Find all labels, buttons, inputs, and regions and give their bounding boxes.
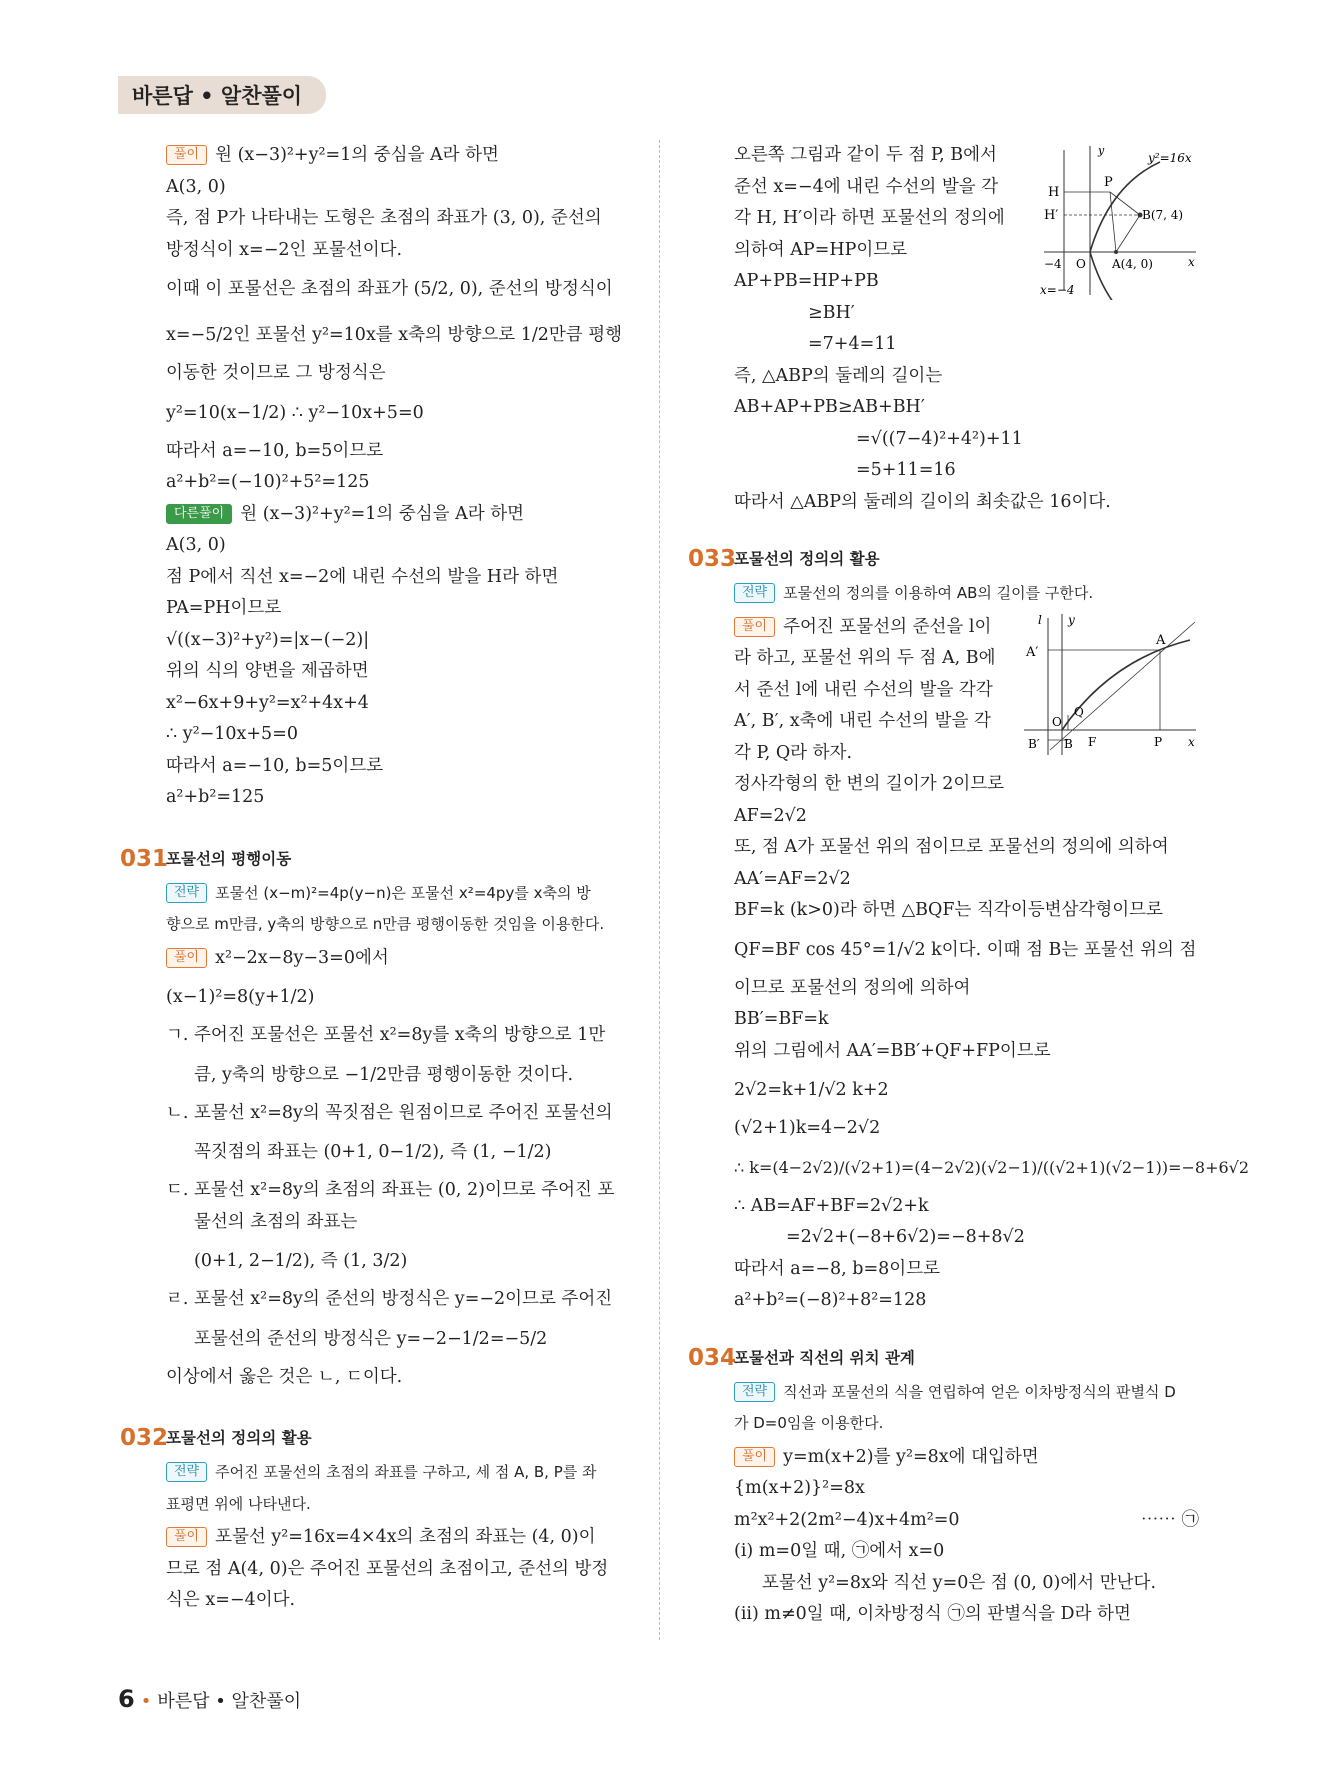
- text-line: 라 하고, 포물선 위의 두 점 A, B에: [734, 648, 996, 668]
- text-line: a²+b²=(−8)²+8²=128: [734, 1290, 927, 1310]
- section-title: 포물선의 정의의 활용: [734, 550, 880, 569]
- strategy-line: 표평면 위에 나타낸다.: [166, 1494, 311, 1513]
- text-line: (0+1, 2−1/2), 즉 (1, 3/2): [194, 1251, 408, 1271]
- text-line: (x−1)²=8(y+1/2): [166, 987, 315, 1007]
- text-line: 서 준선 l에 내린 수선의 발을 각각: [734, 679, 993, 700]
- text-line: [734, 1442, 1199, 1474]
- header-title: 바른답 • 알찬풀이: [132, 84, 303, 108]
- text-line: AP+PB=HP+PB: [734, 271, 879, 291]
- label-x: x: [1188, 735, 1195, 749]
- text-line: 이상에서 옳은 것은 ㄴ, ㄷ이다.: [166, 1366, 403, 1387]
- text-line: 므로 점 A(4, 0)은 주어진 포물선의 초점이고, 준선의 방정: [166, 1558, 609, 1579]
- text-line: (i) m=0일 때, ㉠에서 x=0: [734, 1541, 945, 1561]
- section-number: 032: [120, 1425, 169, 1452]
- text: 직선과 포물선의 식을 연립하여 얻은 이차방정식의 판별식 D: [783, 1382, 1176, 1401]
- text-line: 따라서 △ABP의 둘레의 길이의 최솟값은 16이다.: [734, 491, 1111, 512]
- text-line: 식은 x=−4이다.: [166, 1590, 296, 1610]
- label-A: A(4, 0): [1112, 257, 1153, 271]
- text-line: 물선의 초점의 좌표는: [194, 1211, 358, 1232]
- strategy-badge: 전략: [166, 1462, 207, 1482]
- equation-marker: ⋯⋯ ㉠: [1140, 1509, 1199, 1530]
- label-A-prime: A′: [1026, 645, 1039, 660]
- text-line: 오른쪽 그림과 같이 두 점 P, B에서: [734, 145, 997, 165]
- text-line: ∴ AB=AF+BF=2√2+k: [734, 1195, 929, 1216]
- text-line: [734, 1505, 1199, 1537]
- text-line: [166, 499, 631, 531]
- label-equation: y²=16x: [1148, 151, 1192, 165]
- solution-badge: 풀이: [734, 617, 775, 637]
- text-line: AA′=AF=2√2: [734, 868, 851, 889]
- section-header-031: [120, 844, 631, 876]
- text-line: 의하여 AP=HP이므로: [734, 239, 908, 260]
- label-H: H: [1048, 185, 1060, 200]
- section-title: 포물선과 직선의 위치 관계: [734, 1348, 915, 1367]
- label-P: P: [1104, 175, 1113, 190]
- text-line: 또, 점 A가 포물선 위의 점이므로 포물선의 정의에 의하여: [734, 837, 1169, 857]
- text: 원 (x−3)²+y²=1의 중심을 A라 하면: [215, 145, 499, 165]
- text-line: 큼, y축의 방향으로 −1/2만큼 평행이동한 것이다.: [194, 1064, 574, 1085]
- text: 주어진 포물선의 준선을 l이: [783, 616, 992, 637]
- section-header-033: [688, 544, 1199, 576]
- text-line: 따라서 a=−10, b=5이므로: [166, 755, 384, 776]
- text: x²−2x−8y−3=0에서: [215, 947, 389, 968]
- text: y=m(x+2)를 y²=8x에 대입하면: [783, 1446, 1039, 1467]
- label-F: F: [1088, 735, 1097, 749]
- strategy-badge: 전략: [734, 583, 775, 603]
- text-line: [166, 140, 631, 172]
- text-line: 2√2=k+1/√2 k+2: [734, 1080, 889, 1100]
- label-x: x: [1188, 255, 1195, 269]
- section-number: 034: [688, 1344, 737, 1371]
- text-line: [166, 1522, 631, 1554]
- text-line: ≥BH′: [808, 302, 855, 323]
- text-line: 이므로 포물선의 정의에 의하여: [734, 977, 971, 998]
- text-line: 정사각형의 한 변의 길이가 2이므로: [734, 774, 1005, 794]
- text: 포물선 (x−m)²=4p(y−n)은 포물선 x²=4py를 x축의 방: [215, 883, 591, 902]
- label-y: y: [1098, 144, 1105, 157]
- solution-badge: 풀이: [734, 1447, 775, 1467]
- text: 포물선의 정의를 이용하여 AB의 길이를 구한다.: [783, 584, 1094, 602]
- strategy-line: 가 D=0임을 이용한다.: [734, 1414, 884, 1432]
- text-line: {m(x+2)}²=8x: [734, 1478, 865, 1498]
- text-line: ㄹ. 포물선 x²=8y의 준선의 방정식은 y=−2이므로 주어진: [166, 1289, 613, 1309]
- text-line: =7+4=11: [808, 334, 897, 354]
- right-column: [688, 140, 1250, 1631]
- text-line: BF=k (k>0)라 하면 △BQF는 직각이등변삼각형이므로: [734, 900, 1163, 920]
- text-line: 즉, △ABP의 둘레의 길이는: [734, 365, 943, 386]
- footer-title: 바른답 • 알찬풀이: [157, 1691, 302, 1712]
- text-line: 위의 식의 양변을 제곱하면: [166, 661, 369, 681]
- column-divider: [659, 140, 660, 1640]
- left-column: [120, 140, 631, 1617]
- text-line: QF=BF cos 45°=1/√2 k이다. 이때 점 B는 포물선 위의 점: [734, 939, 1197, 960]
- text-line: =5+11=16: [856, 460, 956, 480]
- text-line: 준선 x=−4에 내린 수선의 발을 각: [734, 176, 999, 197]
- label-l: l: [1038, 613, 1042, 627]
- text-line: 이동한 것이므로 그 방정식은: [166, 363, 386, 383]
- text-line: A(3, 0): [166, 176, 226, 197]
- section-header-032: [120, 1423, 631, 1455]
- parabola-figure-033: [1020, 610, 1200, 760]
- section-title: 포물선의 평행이동: [166, 849, 292, 868]
- text-line: 포물선의 준선의 방정식은 y=−2−1/2=−5/2: [194, 1328, 548, 1349]
- text-line: A′, B′, x축에 내린 수선의 발을 각: [734, 711, 991, 731]
- footer-bullet: •: [140, 1691, 152, 1712]
- label-B-prime: B′: [1028, 737, 1040, 751]
- section-header-034: [688, 1343, 1199, 1375]
- text-line: (√2+1)k=4−2√2: [734, 1118, 881, 1138]
- text-line: 따라서 a=−10, b=5이므로: [166, 440, 384, 461]
- text-line: 즉, 점 P가 나타내는 도형은 초점의 좌표가 (3, 0), 준선의: [166, 208, 602, 228]
- text-line: BB′=BF=k: [734, 1009, 829, 1029]
- alt-solution-badge: 다른풀이: [166, 504, 232, 524]
- text-line: PA=PH이므로: [166, 598, 282, 618]
- text-line: [166, 943, 631, 975]
- text-line: 따라서 a=−8, b=8이므로: [734, 1258, 941, 1279]
- text-line: 각 P, Q라 하자.: [734, 742, 853, 763]
- strategy-line: [166, 880, 631, 912]
- text-line: ㄱ. 주어진 포물선은 포물선 x²=8y를 x축의 방향으로 1만: [166, 1025, 606, 1045]
- strategy-line: 향으로 m만큼, y축의 방향으로 n만큼 평행이동한 것임을 이용한다.: [166, 915, 605, 933]
- label-B: B: [1064, 737, 1073, 751]
- solution-badge: 풀이: [166, 948, 207, 968]
- text-line: y²=10(x−1/2) ∴ y²−10x+5=0: [166, 402, 424, 423]
- parabola-figure-032: [1040, 140, 1200, 300]
- text-line: x=−5/2인 포물선 y²=10x를 x축의 방향으로 1/2만큼 평행: [166, 325, 623, 345]
- label-O: O: [1076, 257, 1086, 271]
- text-line: 각 H, H′이라 하면 포물선의 정의에: [734, 208, 1005, 228]
- strategy-badge: 전략: [734, 1382, 775, 1402]
- text-line: 점 P에서 직선 x=−2에 내린 수선의 발을 H라 하면: [166, 566, 559, 587]
- text-line: 이때 이 포물선은 초점의 좌표가 (5/2, 0), 준선의 방정식이: [166, 279, 613, 299]
- text-line: x²−6x+9+y²=x²+4x+4: [166, 692, 369, 713]
- strategy-line: [166, 1459, 631, 1491]
- strategy-badge: 전략: [166, 883, 207, 903]
- text-line: A(3, 0): [166, 535, 226, 555]
- page-number: 6: [118, 1685, 135, 1713]
- label-y: y: [1068, 613, 1075, 627]
- text-line: (ii) m≠0일 때, 이차방정식 ㉠의 판별식을 D라 하면: [734, 1604, 1131, 1624]
- label-Q: Q: [1074, 705, 1084, 719]
- strategy-line: [734, 580, 1199, 612]
- text-line: 방정식이 x=−2인 포물선이다.: [166, 239, 403, 260]
- solution-badge: 풀이: [166, 1527, 207, 1547]
- text-line: =√((7−4)²+4²)+11: [856, 428, 1023, 449]
- text-line: ㄷ. 포물선 x²=8y의 초점의 좌표는 (0, 2)이므로 주어진 포: [166, 1180, 615, 1200]
- text-line: 포물선 y²=8x와 직선 y=0은 점 (0, 0)에서 만난다.: [762, 1572, 1157, 1593]
- text: 포물선 y²=16x=4×4x의 초점의 좌표는 (4, 0)이: [215, 1527, 596, 1547]
- label-directrix: x=−4: [1040, 283, 1075, 297]
- text-line: ∴ y²−10x+5=0: [166, 724, 298, 744]
- text-line: a²+b²=125: [166, 787, 265, 807]
- section-title: 포물선의 정의의 활용: [166, 1429, 312, 1448]
- section-number: 033: [688, 546, 737, 573]
- label-H-prime: H′: [1044, 208, 1059, 223]
- text-line: AB+AP+PB≥AB+BH′: [734, 397, 925, 417]
- text-line: AF=2√2: [734, 805, 807, 826]
- section-number: 031: [120, 845, 169, 872]
- label-B: B(7, 4): [1142, 208, 1184, 222]
- page-footer: [118, 1685, 301, 1713]
- header-tab: [118, 76, 326, 114]
- text-line: a²+b²=(−10)²+5²=125: [166, 472, 370, 492]
- label-P: P: [1154, 735, 1163, 749]
- text-line: 꼭짓점의 좌표는 (0+1, 0−1/2), 즉 (1, −1/2): [194, 1142, 552, 1162]
- text: 주어진 포물선의 초점의 좌표를 구하고, 세 점 A, B, P를 좌: [215, 1463, 597, 1481]
- text-line: √((x−3)²+y²)=|x−(−2)|: [166, 629, 370, 650]
- label-A: A: [1156, 633, 1166, 648]
- text-line: ㄴ. 포물선 x²=8y의 꼭짓점은 원점이므로 주어진 포물선의: [166, 1102, 613, 1123]
- text-line: =2√2+(−8+6√2)=−8+8√2: [786, 1227, 1025, 1247]
- text-line: 위의 그림에서 AA′=BB′+QF+FP이므로: [734, 1040, 1051, 1061]
- text: 원 (x−3)²+y²=1의 중심을 A라 하면: [240, 503, 525, 524]
- label-minus4: −4: [1044, 257, 1062, 271]
- strategy-line: [734, 1379, 1199, 1411]
- text-line: ∴ k=(4−2√2)/(√2+1)=(4−2√2)(√2−1)/((√2+1)(√2−1))=−8+6√2: [734, 1157, 1250, 1177]
- text: m²x²+2(2m²−4)x+4m²=0: [734, 1509, 960, 1530]
- label-O: O: [1052, 715, 1062, 729]
- solution-badge: 풀이: [166, 145, 207, 165]
